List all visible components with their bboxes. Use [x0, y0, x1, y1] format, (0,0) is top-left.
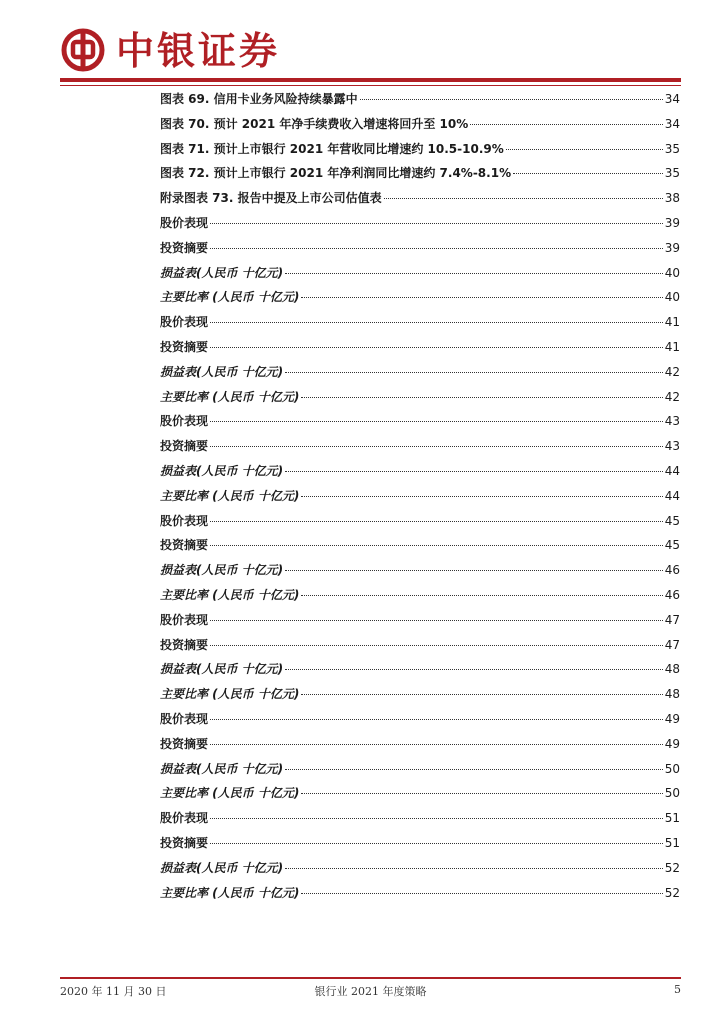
toc-entry-title: 主要比率 (人民币 十亿元)	[160, 587, 300, 602]
toc-entry-page: 46	[664, 587, 680, 602]
toc-dot-leader	[285, 768, 663, 770]
toc-entry-page: 47	[664, 637, 680, 652]
toc-dot-leader	[210, 842, 663, 844]
toc-entry-title: 投资摘要	[160, 835, 209, 850]
toc-entry[interactable]	[160, 583, 680, 608]
header-divider-thin	[60, 85, 681, 86]
toc-entry-title: 损益表(人民币 十亿元)	[160, 761, 284, 776]
toc-entry-title: 主要比率 (人民币 十亿元)	[160, 290, 300, 305]
toc-entry-title: 投资摘要	[160, 339, 209, 354]
toc-entry-title: 主要比率 (人民币 十亿元)	[160, 389, 300, 404]
toc-entry-title: 主要比率 (人民币 十亿元)	[160, 488, 300, 503]
toc-entry-title: 图表 71. 预计上市银行 2021 年营收同比增速约 10.5-10.9%	[160, 141, 504, 156]
toc-entry-title: 股价表现	[160, 711, 209, 726]
toc-entry[interactable]	[160, 385, 680, 410]
toc-entry-title: 投资摘要	[160, 637, 209, 652]
toc-dot-leader	[301, 495, 662, 497]
toc-dot-leader	[210, 817, 663, 819]
toc-entry-title: 损益表(人民币 十亿元)	[160, 463, 284, 478]
toc-dot-leader	[210, 718, 663, 720]
toc-dot-leader	[210, 247, 663, 249]
footer-report-title: 银行业 2021 年度策略	[314, 985, 427, 998]
toc-entry-title: 损益表(人民币 十亿元)	[160, 860, 284, 875]
toc-entry[interactable]	[160, 161, 680, 186]
toc-entry-page: 48	[664, 662, 680, 677]
toc-dot-leader	[210, 544, 663, 546]
toc-dot-leader	[210, 420, 663, 422]
toc-entry-page: 34	[664, 92, 680, 106]
toc-entry-page: 45	[664, 513, 680, 528]
toc-entry[interactable]	[160, 261, 680, 286]
toc-entry[interactable]	[160, 831, 680, 856]
toc-entry-title: 投资摘要	[160, 439, 209, 454]
toc-entry[interactable]	[160, 484, 680, 509]
toc-entry-page: 50	[664, 786, 680, 801]
toc-entry-page: 52	[664, 885, 680, 900]
toc-entry[interactable]	[160, 509, 680, 534]
toc-entry-title: 股价表现	[160, 811, 209, 826]
toc-entry-page: 38	[664, 191, 680, 206]
toc-dot-leader	[285, 867, 663, 869]
toc-entry-page: 49	[664, 711, 680, 726]
toc-entry[interactable]	[160, 558, 680, 583]
toc-entry-page: 52	[664, 860, 680, 875]
toc-entry-title: 图表 70. 预计 2021 年净手续费收入增速将回升至 10%	[160, 116, 469, 131]
toc-entry[interactable]	[160, 137, 680, 162]
toc-entry[interactable]	[160, 732, 680, 757]
toc-entry-page: 43	[664, 439, 680, 454]
toc-entry[interactable]	[160, 757, 680, 782]
toc-entry[interactable]	[160, 409, 680, 434]
toc-entry-page: 40	[664, 290, 680, 305]
toc-entry-page: 51	[664, 811, 680, 826]
toc-dot-leader	[210, 644, 663, 646]
toc-entry-title: 损益表(人民币 十亿元)	[160, 662, 284, 677]
toc-entry-title: 主要比率 (人民币 十亿元)	[160, 885, 300, 900]
toc-entry-title: 主要比率 (人民币 十亿元)	[160, 786, 300, 801]
toc-entry-title: 图表 69. 信用卡业务风险持续暴露中	[160, 92, 358, 106]
toc-entry[interactable]	[160, 310, 680, 335]
toc-entry-page: 42	[664, 364, 680, 379]
toc-dot-leader	[301, 594, 662, 596]
toc-dot-leader	[360, 98, 663, 100]
toc-entry-page: 35	[664, 141, 680, 156]
toc-dot-leader	[301, 396, 662, 398]
toc-entry-title: 投资摘要	[160, 538, 209, 553]
toc-entry-page: 50	[664, 761, 680, 776]
toc-entry-title: 损益表(人民币 十亿元)	[160, 265, 284, 280]
toc-entry[interactable]	[160, 459, 680, 484]
toc-entry-title: 股价表现	[160, 513, 209, 528]
toc-entry-page: 48	[664, 687, 680, 702]
toc-dot-leader	[210, 619, 663, 621]
toc-entry-page: 39	[664, 215, 680, 230]
toc-entry-title: 投资摘要	[160, 240, 209, 255]
toc-entry-page: 41	[664, 339, 680, 354]
toc-dot-leader	[301, 693, 662, 695]
toc-entry-title: 股价表现	[160, 612, 209, 627]
toc-entry-page: 44	[664, 463, 680, 478]
toc-entry-page: 41	[664, 315, 680, 330]
footer-divider	[60, 977, 681, 979]
brand-name: 中银证券	[116, 28, 281, 73]
toc-entry[interactable]	[160, 856, 680, 881]
toc-dot-leader	[301, 892, 662, 894]
page-header	[0, 0, 724, 90]
toc-entry[interactable]	[160, 707, 680, 732]
toc-dot-leader	[513, 172, 663, 174]
toc-entry-title: 损益表(人民币 十亿元)	[160, 563, 284, 578]
toc-dot-leader	[210, 346, 663, 348]
toc-entry-title: 股价表现	[160, 315, 209, 330]
toc-entry-page: 40	[664, 265, 680, 280]
toc-entry[interactable]	[160, 186, 680, 211]
toc-entry[interactable]	[160, 682, 680, 707]
toc-entry[interactable]	[160, 781, 680, 806]
toc-entry[interactable]	[160, 608, 680, 633]
toc-entry-page: 45	[664, 538, 680, 553]
toc-entry-page: 42	[664, 389, 680, 404]
toc-dot-leader	[285, 470, 663, 472]
footer-date: 2020 年 11 月 30 日	[60, 985, 167, 998]
toc-entry-page: 47	[664, 612, 680, 627]
toc-entry-page: 39	[664, 240, 680, 255]
toc-entry-title: 股价表现	[160, 215, 209, 230]
toc-dot-leader	[301, 296, 662, 298]
toc-entry-title: 附录图表 73. 报告中提及上市公司估值表	[160, 191, 382, 206]
footer-page-number: 5	[674, 983, 681, 996]
toc-entry-page: 44	[664, 488, 680, 503]
toc-entry-title: 投资摘要	[160, 736, 209, 751]
toc-entry-title: 主要比率 (人民币 十亿元)	[160, 687, 300, 702]
toc-entry[interactable]	[160, 434, 680, 459]
table-of-contents	[160, 87, 680, 905]
toc-entry[interactable]	[160, 633, 680, 658]
toc-entry-page: 49	[664, 736, 680, 751]
toc-entry[interactable]	[160, 285, 680, 310]
bank-of-china-logo-icon	[61, 28, 105, 72]
toc-dot-leader	[285, 668, 663, 670]
toc-entry[interactable]	[160, 533, 680, 558]
toc-entry[interactable]	[160, 881, 680, 906]
toc-dot-leader	[210, 445, 663, 447]
toc-entry-page: 43	[664, 414, 680, 429]
toc-dot-leader	[470, 123, 662, 125]
page-footer	[60, 983, 681, 999]
toc-dot-leader	[210, 321, 663, 323]
toc-entry[interactable]	[160, 657, 680, 682]
toc-dot-leader	[285, 569, 663, 571]
toc-entry-page: 35	[664, 166, 680, 181]
toc-entry[interactable]	[160, 87, 680, 112]
toc-entry-page: 46	[664, 563, 680, 578]
toc-entry[interactable]	[160, 360, 680, 385]
toc-dot-leader	[285, 371, 663, 373]
toc-dot-leader	[210, 520, 663, 522]
toc-entry-page: 51	[664, 835, 680, 850]
toc-dot-leader	[285, 272, 663, 274]
toc-entry[interactable]	[160, 806, 680, 831]
toc-dot-leader	[210, 743, 663, 745]
toc-entry[interactable]	[160, 112, 680, 137]
toc-dot-leader	[506, 148, 663, 150]
toc-entry[interactable]	[160, 335, 680, 360]
header-divider	[60, 78, 681, 82]
toc-entry[interactable]	[160, 211, 680, 236]
toc-dot-leader	[384, 197, 663, 199]
toc-entry-page: 34	[664, 116, 680, 131]
toc-entry-title: 股价表现	[160, 414, 209, 429]
toc-entry-title: 图表 72. 预计上市银行 2021 年净利润同比增速约 7.4%-8.1%	[160, 166, 512, 181]
toc-dot-leader	[210, 222, 663, 224]
toc-entry-title: 损益表(人民币 十亿元)	[160, 364, 284, 379]
toc-dot-leader	[301, 792, 662, 794]
toc-entry[interactable]	[160, 236, 680, 261]
